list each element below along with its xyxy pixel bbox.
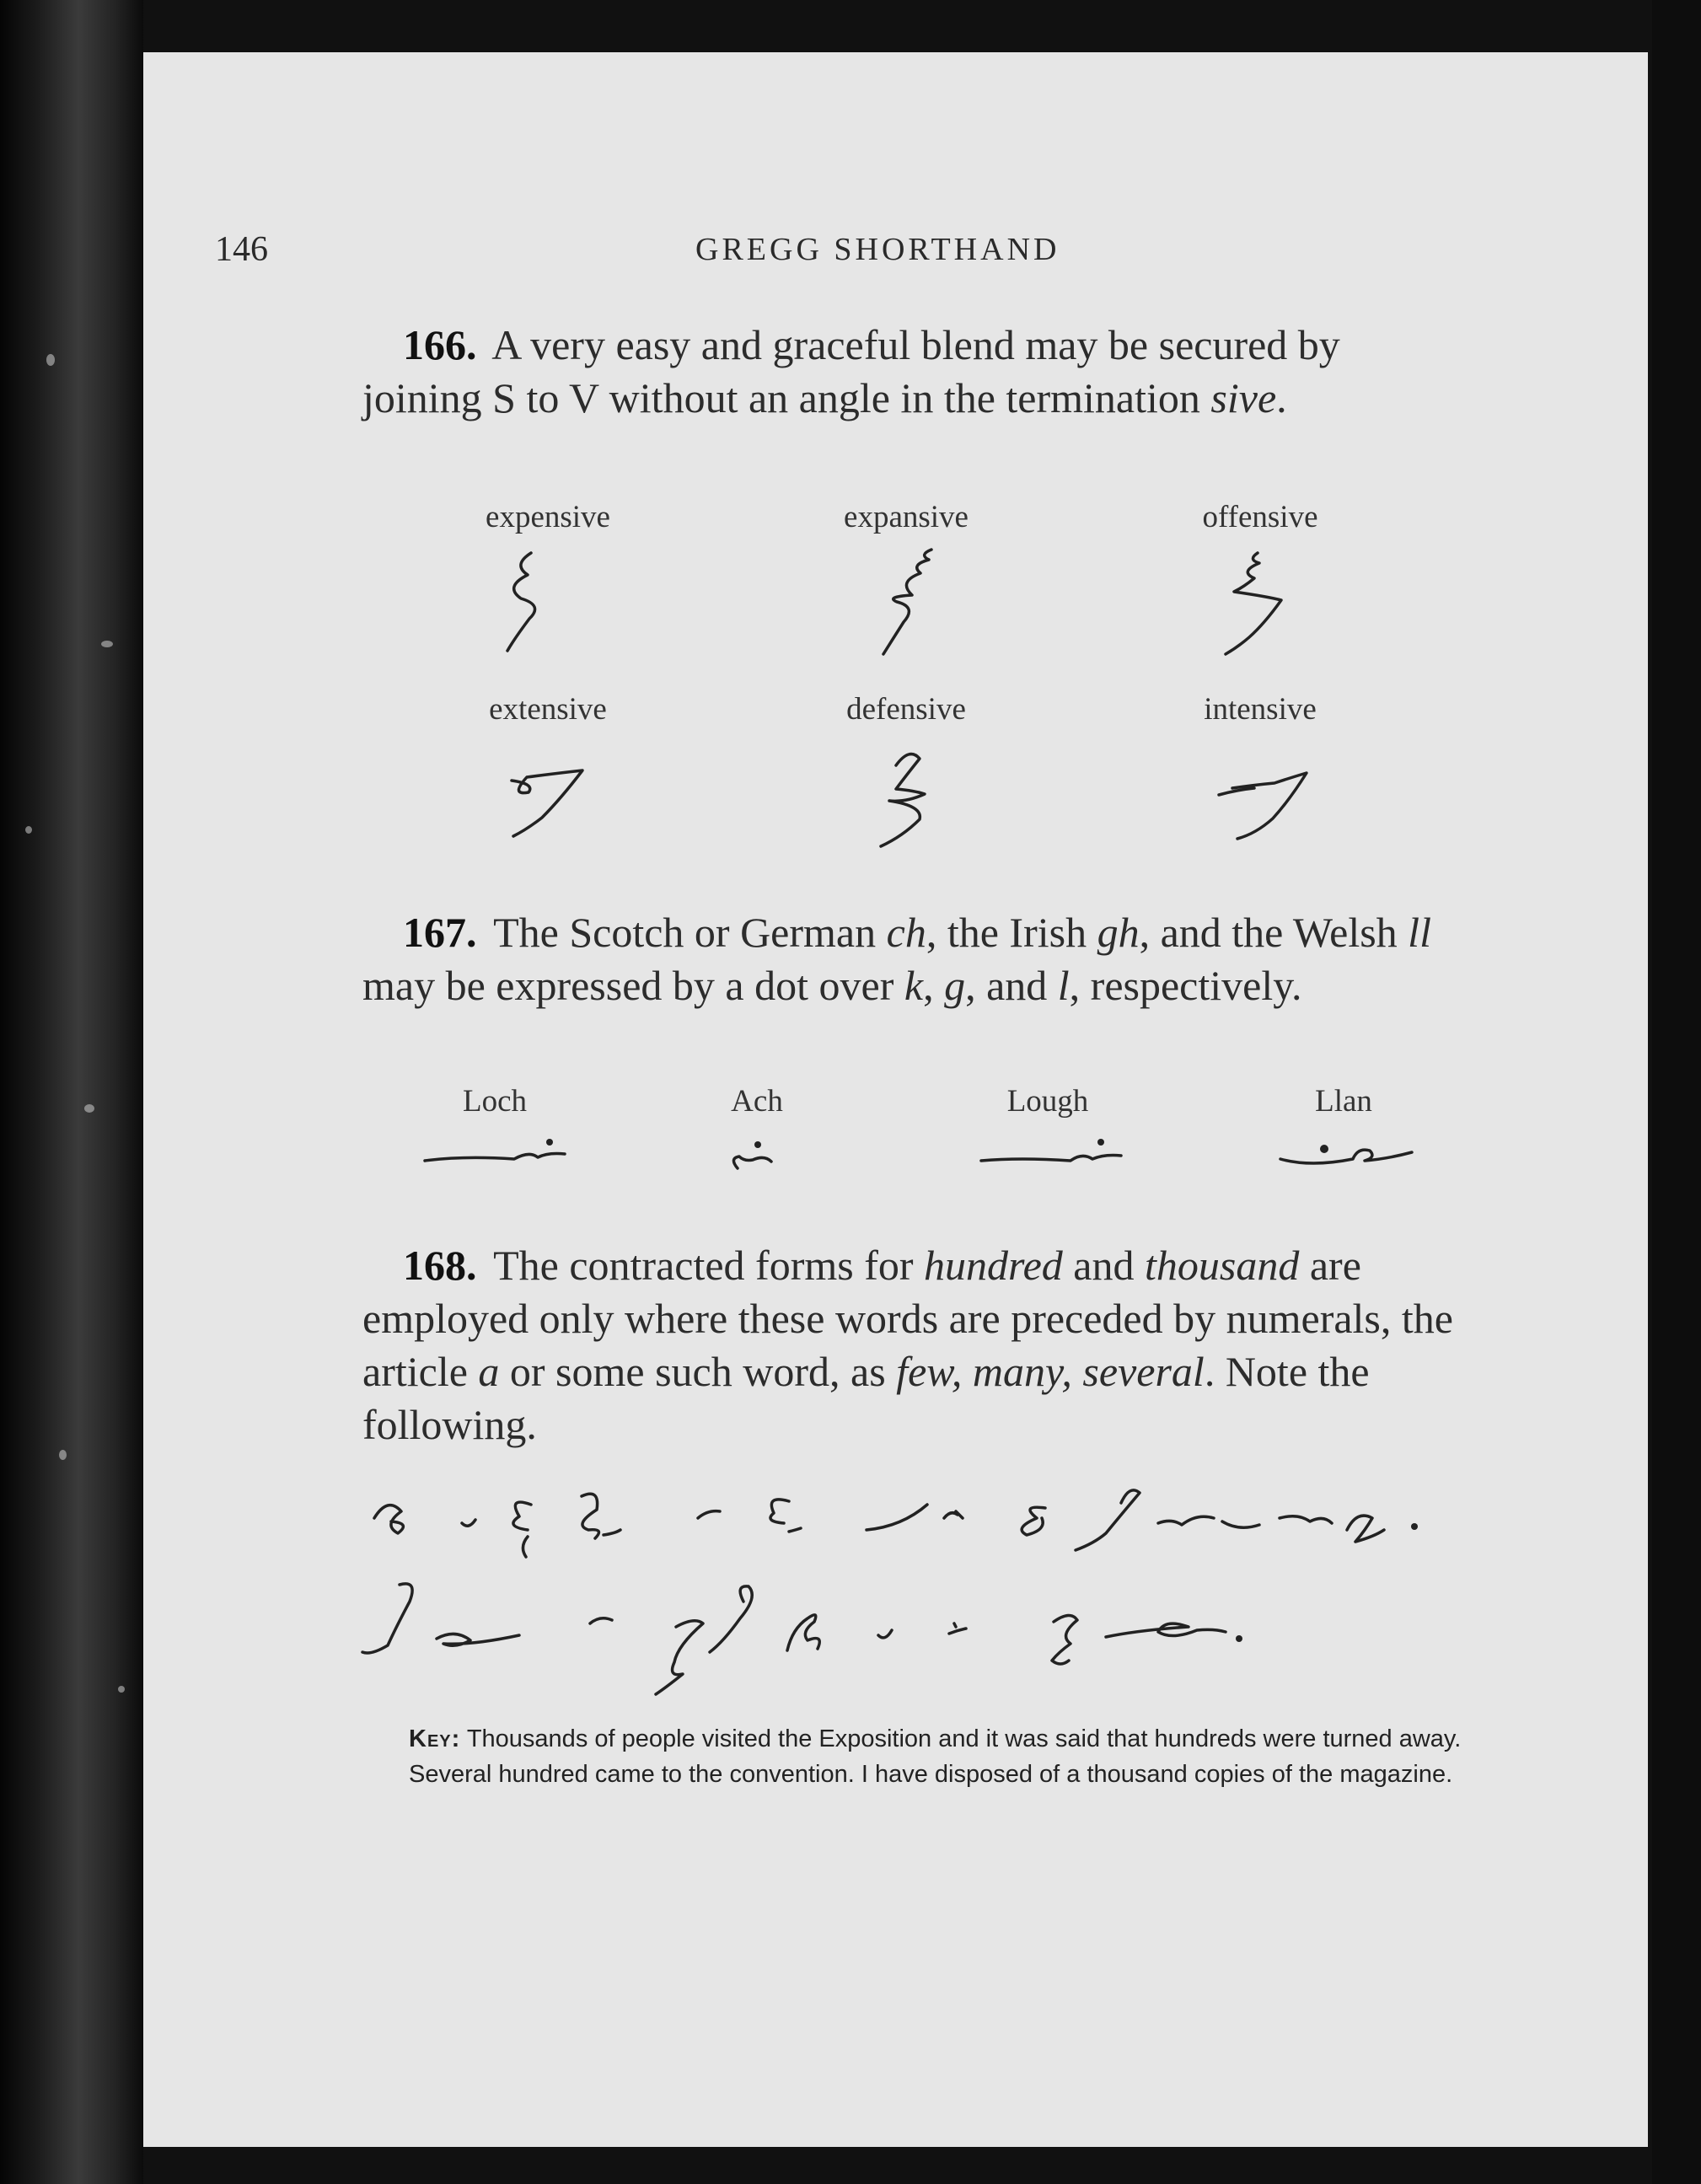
section-number: 166. [403, 321, 477, 368]
paragraph-italic: ch [886, 909, 926, 956]
paragraph-text: are employed only where these words are preceded by numerals, the article [362, 1242, 1453, 1395]
key-section [362, 1721, 1467, 1792]
shorthand-outline-defensive [864, 742, 957, 856]
example-label-lough: Lough [1006, 1084, 1089, 1119]
paragraph-italic: ll [1408, 909, 1431, 956]
example-label-intensive: intensive [1204, 692, 1317, 727]
paragraph-text: , the Irish [926, 909, 1097, 956]
shorthand-outline-ach [721, 1138, 805, 1184]
running-title: GREGG SHORTHAND [695, 232, 1060, 267]
example-label-loch: Loch [462, 1084, 528, 1119]
paragraph-text: . Note the following. [362, 1348, 1370, 1448]
shorthand-outline-intensive [1214, 754, 1315, 851]
paragraph-text: or some such word, as [499, 1348, 897, 1395]
paragraph-italic: sive [1210, 374, 1277, 421]
key-text: Several hundred came to the convention. I have disposed of a thousand copies of the magazine. [409, 1761, 1453, 1788]
paragraph-text: , [923, 962, 945, 1009]
page-number: 146 [215, 230, 268, 269]
shorthand-outline-extensive [502, 759, 594, 847]
shorthand-outline-llan [1277, 1134, 1429, 1180]
paragraph-italic: l [1057, 962, 1070, 1009]
section-number: 167. [403, 909, 477, 956]
paragraph-168 [362, 1239, 1462, 1452]
shorthand-outline-lough [978, 1134, 1130, 1180]
paragraph-italic: hundred [924, 1242, 1063, 1289]
example-label-expensive: expensive [486, 500, 610, 534]
example-label-extensive: extensive [489, 692, 607, 727]
key-paragraph-1 [362, 1721, 1467, 1757]
paragraph-italic: thousand [1145, 1242, 1300, 1289]
example-label-defensive: defensive [846, 692, 966, 727]
page-edge [1652, 0, 1701, 2184]
shorthand-outline-expansive [860, 546, 952, 664]
key-paragraph-2 [362, 1757, 1467, 1792]
book-spine [0, 0, 143, 2184]
paragraph-167 [362, 906, 1462, 1012]
shorthand-outline-loch [421, 1134, 573, 1180]
paragraph-166 [362, 319, 1462, 425]
key-text: Thousands of people visited the Exposition and it was said that hundreds were turned away. [466, 1725, 1462, 1752]
paragraph-text: The contracted forms for [493, 1242, 924, 1289]
shorthand-outline-expensive [497, 546, 573, 660]
paragraph-italic: k [904, 962, 924, 1009]
example-label-expansive: expansive [844, 500, 969, 534]
paragraph-italic: few, many, several [896, 1348, 1205, 1395]
key-label: Key: [409, 1725, 461, 1752]
running-head [215, 229, 1462, 280]
shorthand-line-2 [362, 1568, 1484, 1724]
paragraph-italic: g [944, 962, 966, 1009]
shorthand-outline-offensive [1214, 548, 1307, 666]
paragraph-text: . [1276, 374, 1287, 421]
paragraph-text: may be expressed by a dot over [362, 962, 904, 1009]
section-number: 168. [403, 1242, 477, 1289]
paragraph-italic: a [478, 1348, 500, 1395]
paragraph-text: , respectively. [1069, 962, 1302, 1009]
paragraph-text: A very easy and graceful blend may be secured by joining S to V without an angle in the termination [362, 321, 1340, 421]
paragraph-text: , and the Welsh [1139, 909, 1409, 956]
shorthand-line-1 [362, 1462, 1484, 1576]
paragraph-text: The Scotch or German [493, 909, 887, 956]
paragraph-text: and [1062, 1242, 1145, 1289]
paragraph-text: , and [965, 962, 1058, 1009]
example-label-llan: Llan [1315, 1084, 1372, 1119]
paragraph-italic: gh [1097, 909, 1140, 956]
example-label-offensive: offensive [1202, 500, 1318, 534]
example-label-ach: Ach [731, 1084, 783, 1119]
